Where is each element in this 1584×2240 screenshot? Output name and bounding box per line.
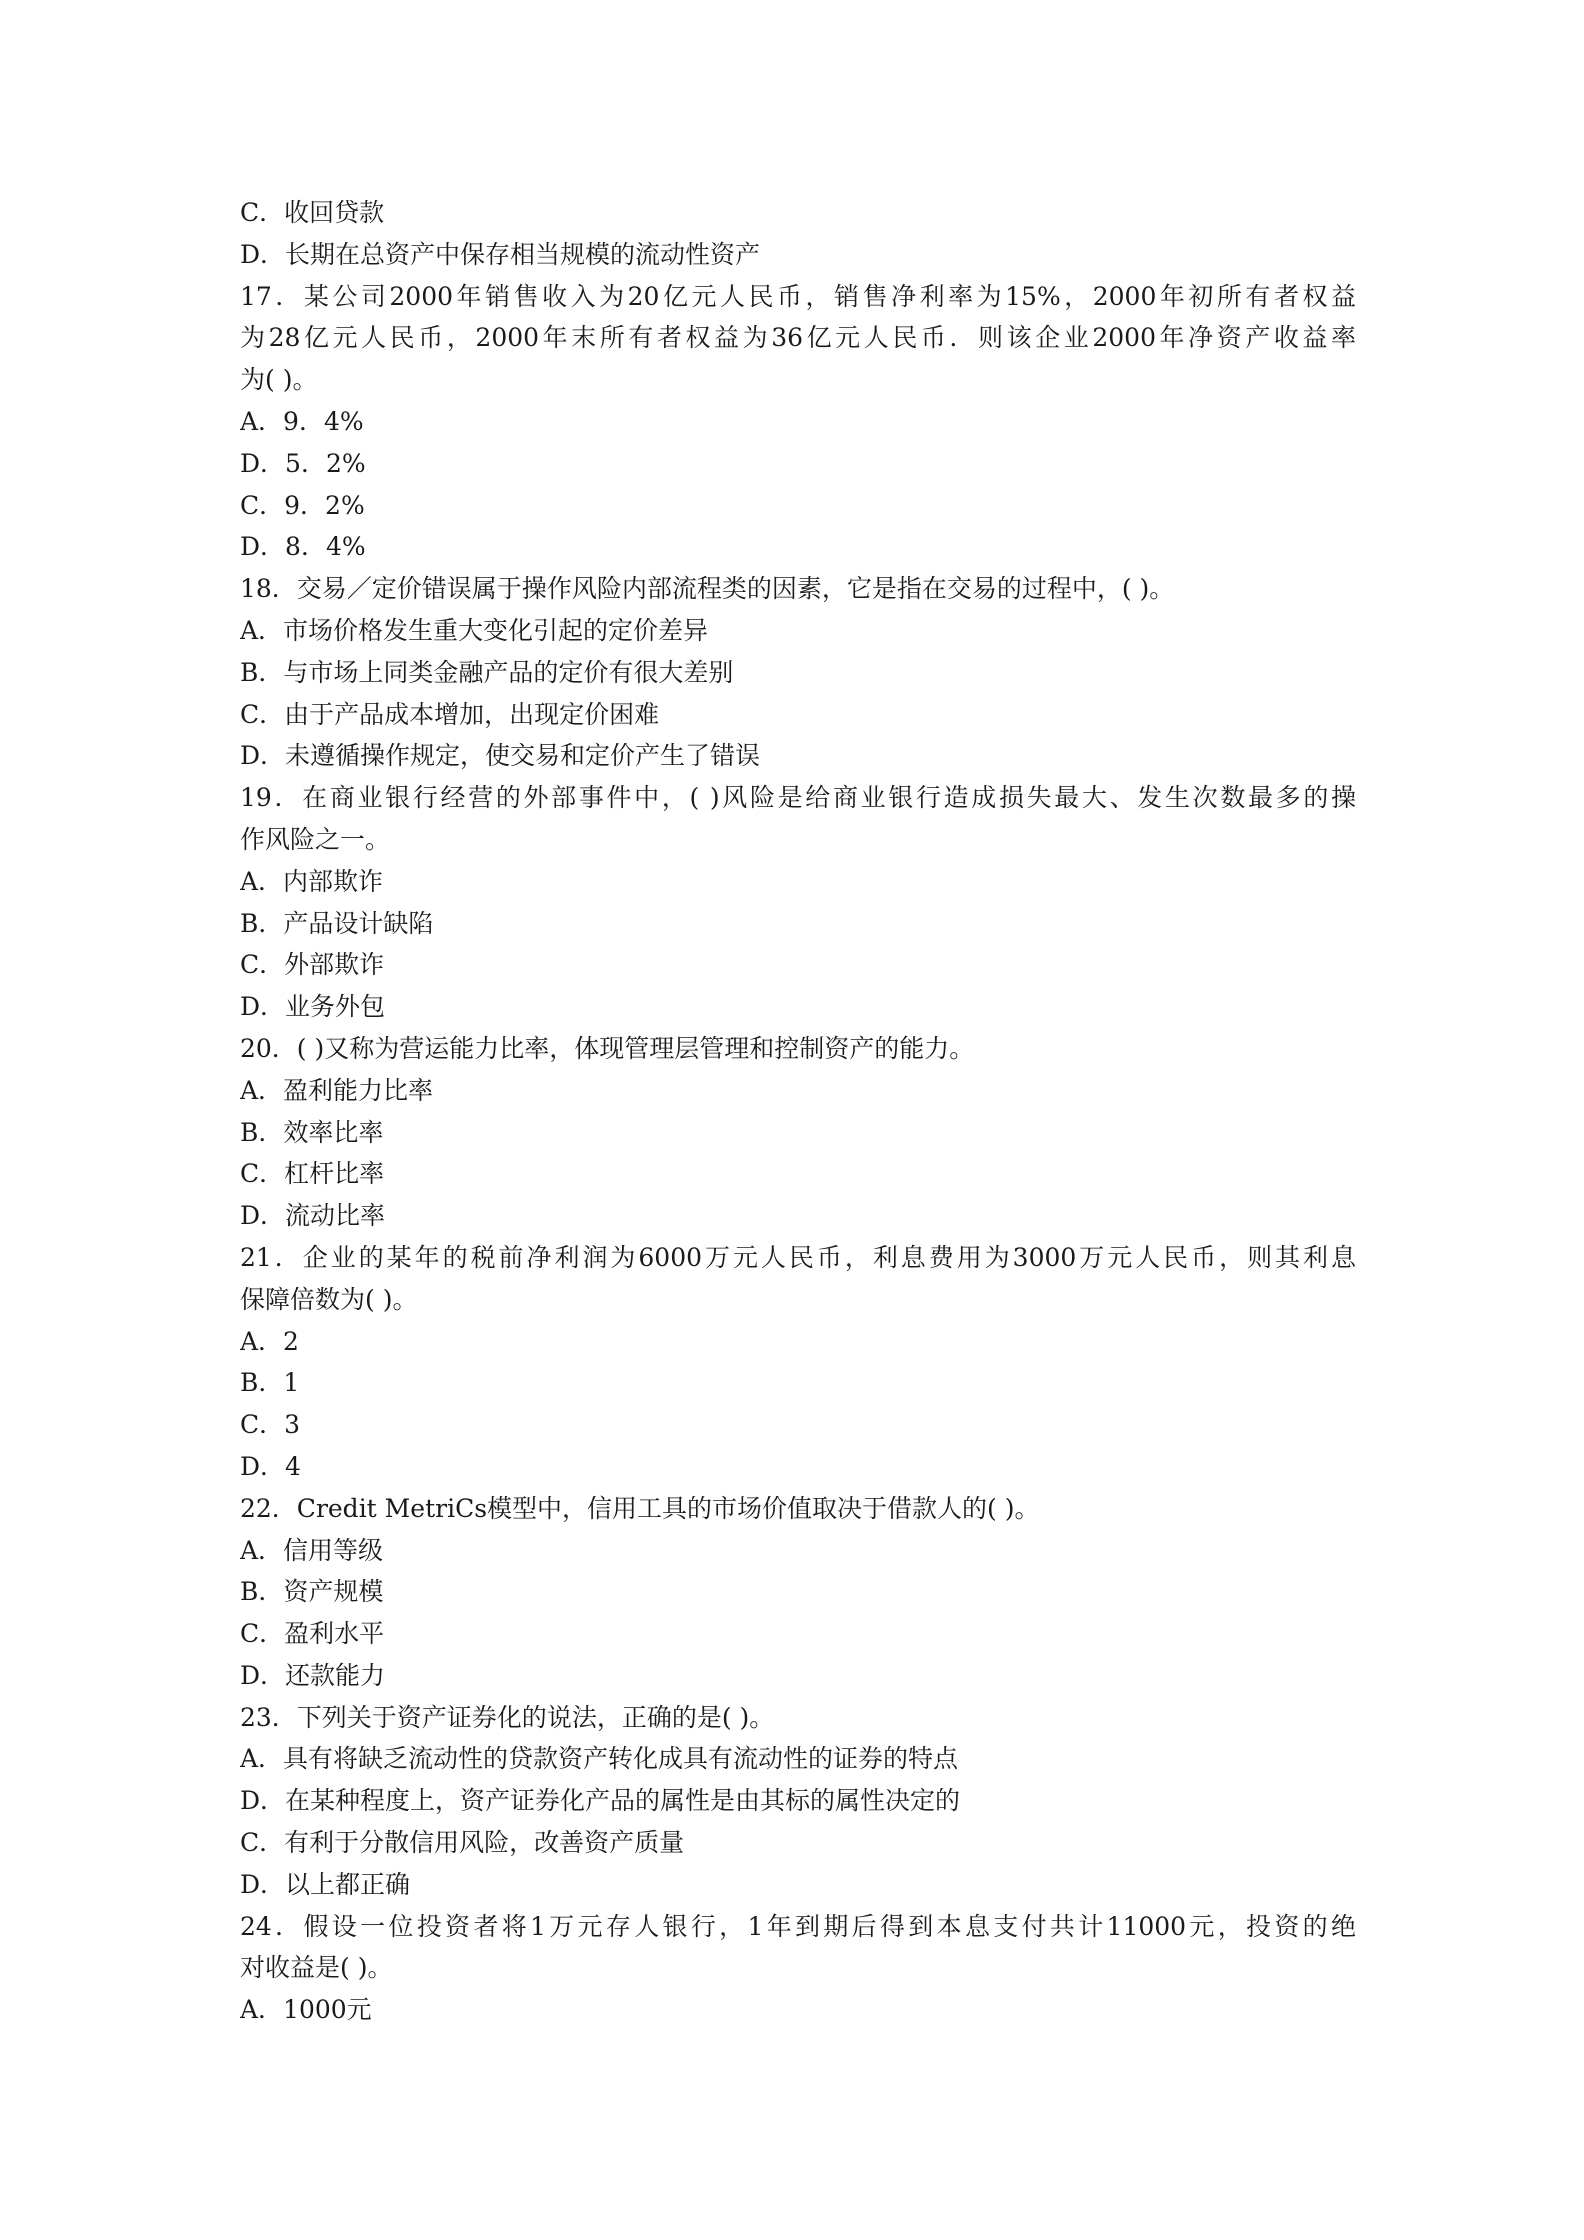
option-line: A．具有将缺乏流动性的贷款资产转化成具有流动性的证券的特点 xyxy=(240,1744,959,1774)
option-line: C．有利于分散信用风险，改善资产质量 xyxy=(240,1828,685,1858)
option-line: C．3 xyxy=(240,1410,301,1440)
option-line: B．资产规模 xyxy=(240,1577,384,1607)
option-line: A．市场价格发生重大变化引起的定价差异 xyxy=(240,615,709,645)
option-line: A．1000元 xyxy=(240,1995,372,2025)
option-line: D．以上都正确 xyxy=(240,1869,411,1899)
question-line: 17．某公司2000年销售收入为20亿元人民币，销售净利率为15%，2000年初所有者权益 xyxy=(240,281,1356,311)
option-line: A．9．4% xyxy=(240,406,364,436)
question-line: 22．Credit MetriCs模型中，信用工具的市场价值取决于借款人的( )。 xyxy=(240,1493,1040,1523)
option-line: D．4 xyxy=(240,1451,301,1481)
option-line: D．还款能力 xyxy=(240,1660,386,1690)
option-line: C．外部欺诈 xyxy=(240,950,385,980)
question-line: 21．企业的某年的税前净利润为6000万元人民币，利息费用为3000万元人民币，则其利息 xyxy=(240,1242,1356,1272)
option-line: B．产品设计缺陷 xyxy=(240,908,434,938)
question-line: 18．交易／定价错误属于操作风险内部流程类的因素，它是指在交易的过程中，( )。 xyxy=(240,574,1175,604)
question-line: 作风险之一。 xyxy=(240,824,391,854)
option-line: A．信用等级 xyxy=(240,1535,384,1565)
option-line: D．在某种程度上，资产证券化产品的属性是由其标的属性决定的 xyxy=(240,1786,961,1816)
option-line: A．内部欺诈 xyxy=(240,866,384,896)
question-line: 为( )。 xyxy=(240,365,318,395)
option-line: A．2 xyxy=(240,1326,299,1356)
option-line: B．1 xyxy=(240,1368,300,1398)
option-line: C．盈利水平 xyxy=(240,1619,385,1649)
option-line: D．5．2% xyxy=(240,448,366,478)
option-line: A．盈利能力比率 xyxy=(240,1075,434,1105)
question-line: 24．假设一位投资者将1万元存人银行，1年到期后得到本息支付共计11000元，投资的绝 xyxy=(240,1911,1356,1941)
option-line: C．9．2% xyxy=(240,490,365,520)
document-body xyxy=(240,192,1356,2031)
question-line: 19．在商业银行经营的外部事件中，( )风险是给商业银行造成损失最大、发生次数最多的操 xyxy=(240,783,1356,813)
question-line: 为28亿元人民币，2000年末所有者权益为36亿元人民币．则该企业2000年净资产收益率 xyxy=(240,323,1356,353)
question-line: 20．( )又称为营运能力比率，体现管理层管理和控制资产的能力。 xyxy=(240,1033,975,1063)
question-line: 23．下列关于资产证券化的说法，正确的是( )。 xyxy=(240,1702,775,1732)
option-line: D．业务外包 xyxy=(240,992,386,1022)
question-line: 对收益是( )。 xyxy=(240,1953,393,1983)
option-line: D．8．4% xyxy=(240,532,366,562)
option-line: C．杠杆比率 xyxy=(240,1159,385,1189)
option-line: D．长期在总资产中保存相当规模的流动性资产 xyxy=(240,239,761,269)
option-line: B．与市场上同类金融产品的定价有很大差别 xyxy=(240,657,734,687)
option-line: D．未遵循操作规定，使交易和定价产生了错误 xyxy=(240,741,761,771)
option-line: D．流动比率 xyxy=(240,1201,386,1231)
question-line: 保障倍数为( )。 xyxy=(240,1284,418,1314)
option-line: C．收回贷款 xyxy=(240,198,385,227)
option-line: B．效率比率 xyxy=(240,1117,384,1147)
option-line: C．由于产品成本增加，出现定价困难 xyxy=(240,699,660,729)
